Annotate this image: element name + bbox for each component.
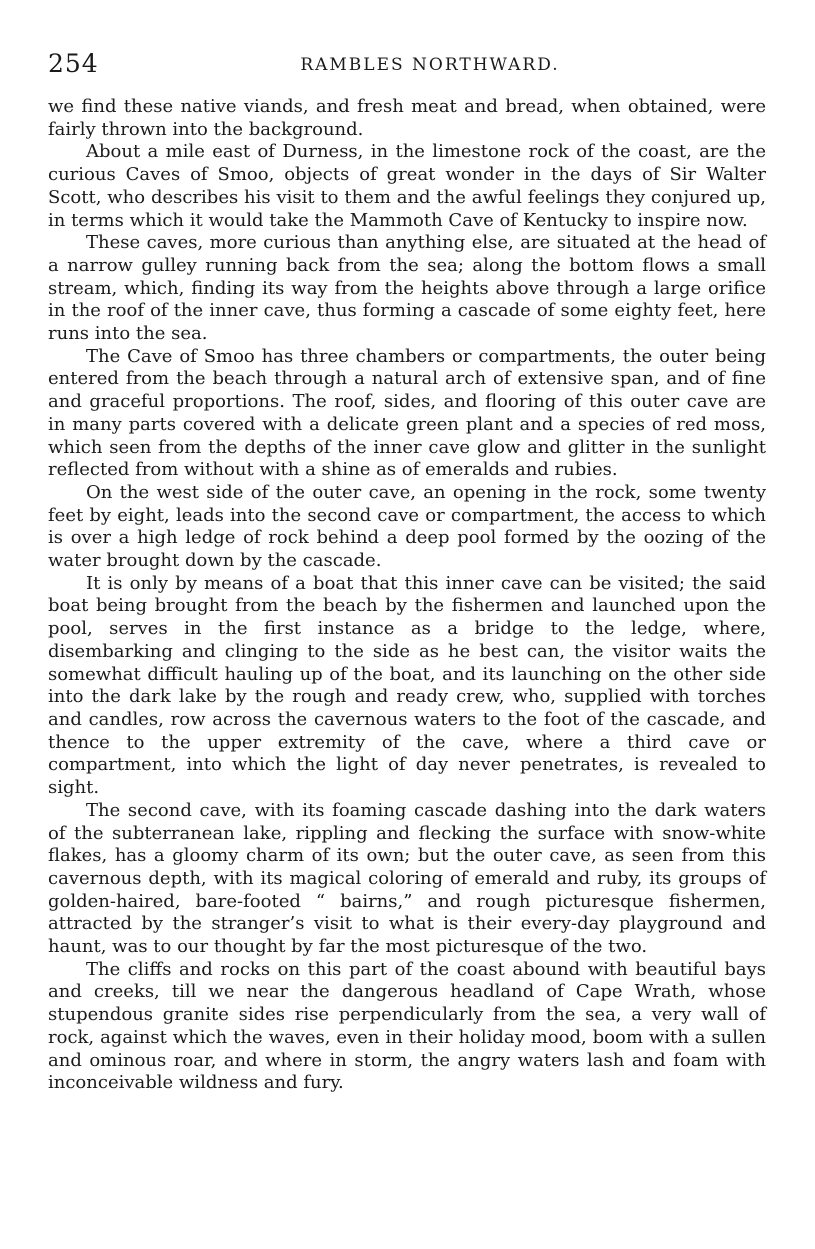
page-number: 254 xyxy=(48,49,99,78)
page-header xyxy=(48,48,766,80)
running-head: RAMBLES NORTHWARD. xyxy=(300,55,560,75)
paragraph-caves-of-smoo: About a mile east of Durness, in the limestone rock of the coast, are the curious Caves of Smoo, objects of great wonder in the days of Sir Walter Scott, who describes his visit to them and the awful feelings they conjured up, in terms which it would take the Mammoth Cave of Kentucky to inspire now. xyxy=(48,141,766,231)
paragraph-second-cave: The second cave, with its foaming cascade dashing into the dark waters of the subterranean lake, rippling and flecking the surface with snow-white flakes, has a gloomy charm of its own; but the outer cave, as seen from this cavernous depth, with its magical coloring of emerald and ruby, its groups of golden-haired, bare-footed “ bairns,” and rough picturesque fishermen, attracted by the stranger’s visit to what is their every-day playground and haunt, was to our thought by far the most picturesque of the two. xyxy=(48,799,766,958)
paragraph-cape-wrath: The cliffs and rocks on this part of the coast abound with beautiful bays and creeks, till we near the dangerous headland of Cape Wrath, whose stupendous granite sides rise perpendicularly from the sea, a very wall of rock, against which the waves, even in their holiday mood, boom with a sullen and ominous roar, and where in storm, the angry waters lash and foam with inconceivable wildness and fury. xyxy=(48,958,766,1094)
paragraph-boat-visit: It is only by means of a boat that this inner cave can be visited; the said boat being brought from the beach by the fishermen and launched upon the pool, serves in the first instance as a bridge to the ledge, where, disembarking and clinging to the side as he best can, the visitor waits the somewhat difficult hauling up of the boat, and its launching on the other side into the dark lake by the rough and ready crew, who, supplied with torches and candles, row across the cavernous waters to the foot of the cascade, and thence to the upper extremity of the cave, where a third cave or compartment, into which the light of day never penetrates, is revealed to sight. xyxy=(48,572,766,799)
paragraph-caves-situation: These caves, more curious than anything else, are situated at the head of a narrow gulley running back from the sea; along the bottom flows a small stream, which, finding its way from the heights above through a large orifice in the roof of the inner cave, thus forming a cascade of some eighty feet, here runs into the sea. xyxy=(48,232,766,345)
paragraph-three-chambers: The Cave of Smoo has three chambers or compartments, the outer being entered from the beach through a natural arch of extensive span, and of fine and graceful proportions. The roof, sides, and flooring of this outer cave are in many parts covered with a delicate green plant and a species of red moss, which seen from the depths of the inner cave glow and glitter in the sunlight reflected from without with a shine as of emeralds and rubies. xyxy=(48,345,766,481)
paragraph-west-side-opening: On the west side of the outer cave, an opening in the rock, some twenty feet by eight, leads into the second cave or compartment, the access to which is over a high ledge of rock behind a deep pool formed by the oozing of the water brought down by the cascade. xyxy=(48,481,766,572)
body-text xyxy=(48,96,766,1095)
paragraph-continuation: we find these native viands, and fresh meat and bread, when obtained, were fairly thrown into the background. xyxy=(48,96,766,140)
